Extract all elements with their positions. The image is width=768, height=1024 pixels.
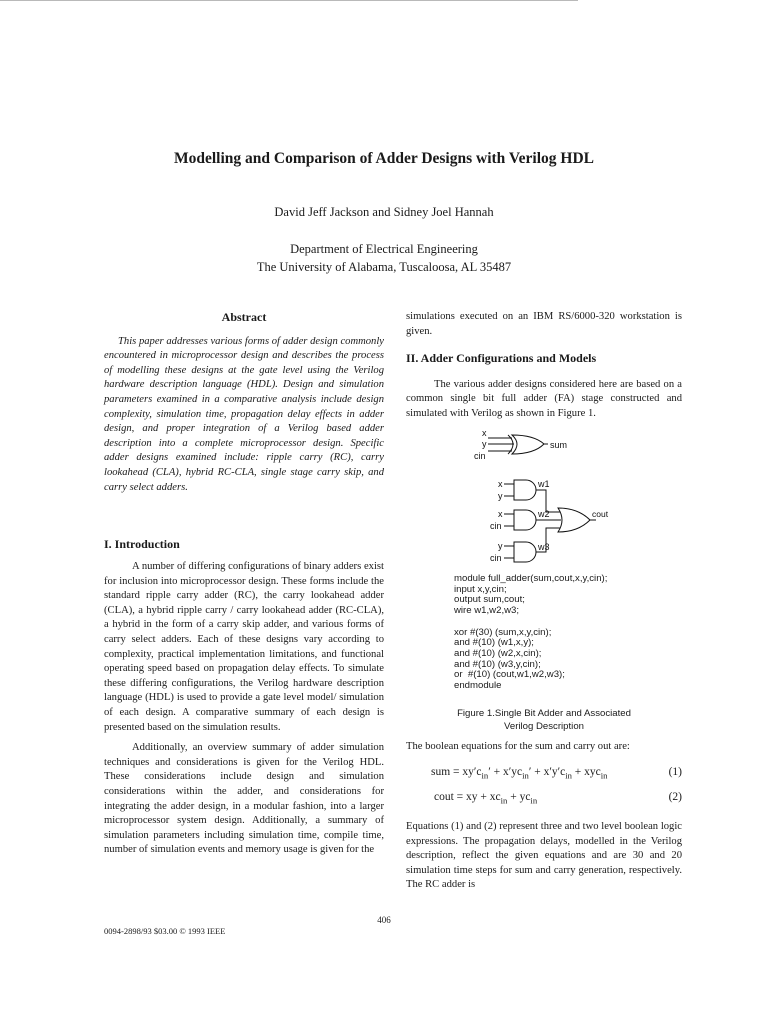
abstract-text: This paper addresses various forms of adder design commonly encountered in microprocessor design and describes the process of modelling these designs at the gate level using the Verilog hardware description language (HDL). Design and simulation parameters examined in a comparative analysis include design complexity, simulation time, propagation delay effects in adder design, and proper integration of a Verilog based adder description into a complete microprocessor design. Specific adder designs examined include: ripple carry (RC), carry lookahead (CLA), hybrid RC-CLA, single stage carry skip, and carry select adders. <box>104 335 384 493</box>
equations-discussion: Equations (1) and (2) represent three and two level boolean logic expressions. The propagation delays, modelled in the Verilog description, reflect the given equations and are 30 and 20 simulation time steps for sum and carry generation, respectively. The RC adder is <box>406 821 682 891</box>
circuit-label-x-2: x <box>498 479 503 489</box>
right-column <box>406 310 682 891</box>
circuit-label-sum: sum <box>550 440 568 450</box>
circuit-label-w2: w2 <box>538 509 550 519</box>
introduction-body <box>104 560 384 864</box>
xor-gate <box>488 435 548 454</box>
introduction-paragraph-1: A number of differing configurations of binary adders exist for inclusion into microprocessor design. These forms include the standard ripple carry adder (RC), the carry lookahead adder (CLA), a hybrid ripple carry / carry lookahead adder (RC-CLA), a hybrid in the form of a carry skip adder, and various forms of carry select adders. Each of these designs vary according to complexity, practical implementation limitations, and functional operating speed based on propagation delay effects. To simulate these differing configurations, the Verilog hardware description language (HDL) is used to provide a gate level model/ simulation of each design. A comparative summary of each design is presented based on the simulation results. <box>104 561 384 733</box>
circuit-label-w1: w1 <box>538 479 550 489</box>
paper-authors: David Jeff Jackson and Sidney Joel Hannah <box>274 205 494 219</box>
page-number: 406 <box>377 915 391 925</box>
code-line: wire w1,w2,w3; <box>454 605 520 617</box>
affiliation-university: The University of Alabama, Tuscaloosa, AL 35487 <box>256 260 512 274</box>
code-line: and #(10) (w1,x,y); <box>454 637 534 649</box>
affiliation <box>0 240 768 276</box>
figure-caption-line-1: Figure 1.Single Bit Adder and Associated <box>457 708 631 719</box>
full-adder-circuit-diagram <box>464 428 609 570</box>
affiliation-department: Department of Electrical Engineering <box>290 242 478 256</box>
circuit-label-cin-2: cin <box>490 521 502 531</box>
and-gate-w2 <box>504 510 561 530</box>
code-line: output sum,cout; <box>454 594 525 606</box>
top-rule <box>0 0 578 1</box>
or-gate-cout <box>558 508 596 532</box>
introduction-paragraph-2: Additionally, an overview summary of adder simulation techniques and considerations is given for the Verilog HDL. These considerations include design and simulation considerations within the adder, and considerations for integrating the adder design, in a modular fashion, into a larger microprocessor system design. Additionally, a summary of simulation parameters including simulation time, compile time, number of simulation events and memory usage is given for the <box>104 742 384 856</box>
code-line: module full_adder(sum,cout,x,y,cin); <box>454 573 608 584</box>
code-blank-line <box>454 617 607 628</box>
code-line: xor #(30) (sum,x,y,cin); <box>454 626 552 638</box>
copyright-notice: 0094-2898/93 $03.00 © 1993 IEEE <box>104 926 226 936</box>
equation-2-number: (2) <box>668 791 682 803</box>
equations-intro: The boolean equations for the sum and carry out are: <box>406 741 630 752</box>
code-line: endmodule <box>454 680 502 692</box>
circuit-label-y-3: y <box>498 541 503 551</box>
abstract-heading: Abstract <box>221 310 267 324</box>
code-line: and #(10) (w2,x,cin); <box>454 647 542 659</box>
section2-paragraph: The various adder designs considered here are based on a common single bit full adder (FA) stage constructed and simulated with Verilog as shown in Figure 1. <box>406 378 682 419</box>
code-line: or #(10) (cout,w1,w2,w3); <box>454 669 565 681</box>
circuit-label-w3: w3 <box>538 542 550 552</box>
left-column <box>104 310 384 856</box>
circuit-label-cin-3: cin <box>490 553 502 563</box>
circuit-label-x: x <box>482 428 487 438</box>
and-gate-w1 <box>504 480 560 512</box>
code-line: input x,y,cin; <box>454 583 507 595</box>
figure-1-caption <box>406 708 682 734</box>
equation-1-number: (1) <box>668 766 682 778</box>
paper-title: Modelling and Comparison of Adder Designs with Verilog HDL <box>174 150 594 167</box>
section2-heading: II. Adder Configurations and Models <box>406 351 597 366</box>
circuit-label-cout: cout <box>592 509 609 519</box>
verilog-code-block <box>454 574 607 692</box>
circuit-label-y-2: y <box>498 491 503 501</box>
equation-2-expression: cout = xy + $xc_{in} + yc_{in}$ <box>434 791 538 806</box>
figure-caption-line-2: Verilog Description <box>504 720 584 732</box>
continuation-text: simulations executed on an IBM RS/6000-320 workstation is given. <box>406 311 682 337</box>
introduction-heading: I. Introduction <box>104 537 180 551</box>
circuit-label-cin: cin <box>474 451 486 461</box>
circuit-label-x-3: x <box>498 509 503 519</box>
code-line: and #(10) (w3,y,cin); <box>454 658 541 670</box>
equation-1-expression: sum = $xy'c_{in}' + x'yc_{in}' + x'y'c_{in} + xyc_{in}$ <box>431 766 608 781</box>
circuit-label-y: y <box>482 439 487 449</box>
and-gate-w3 <box>504 528 560 562</box>
